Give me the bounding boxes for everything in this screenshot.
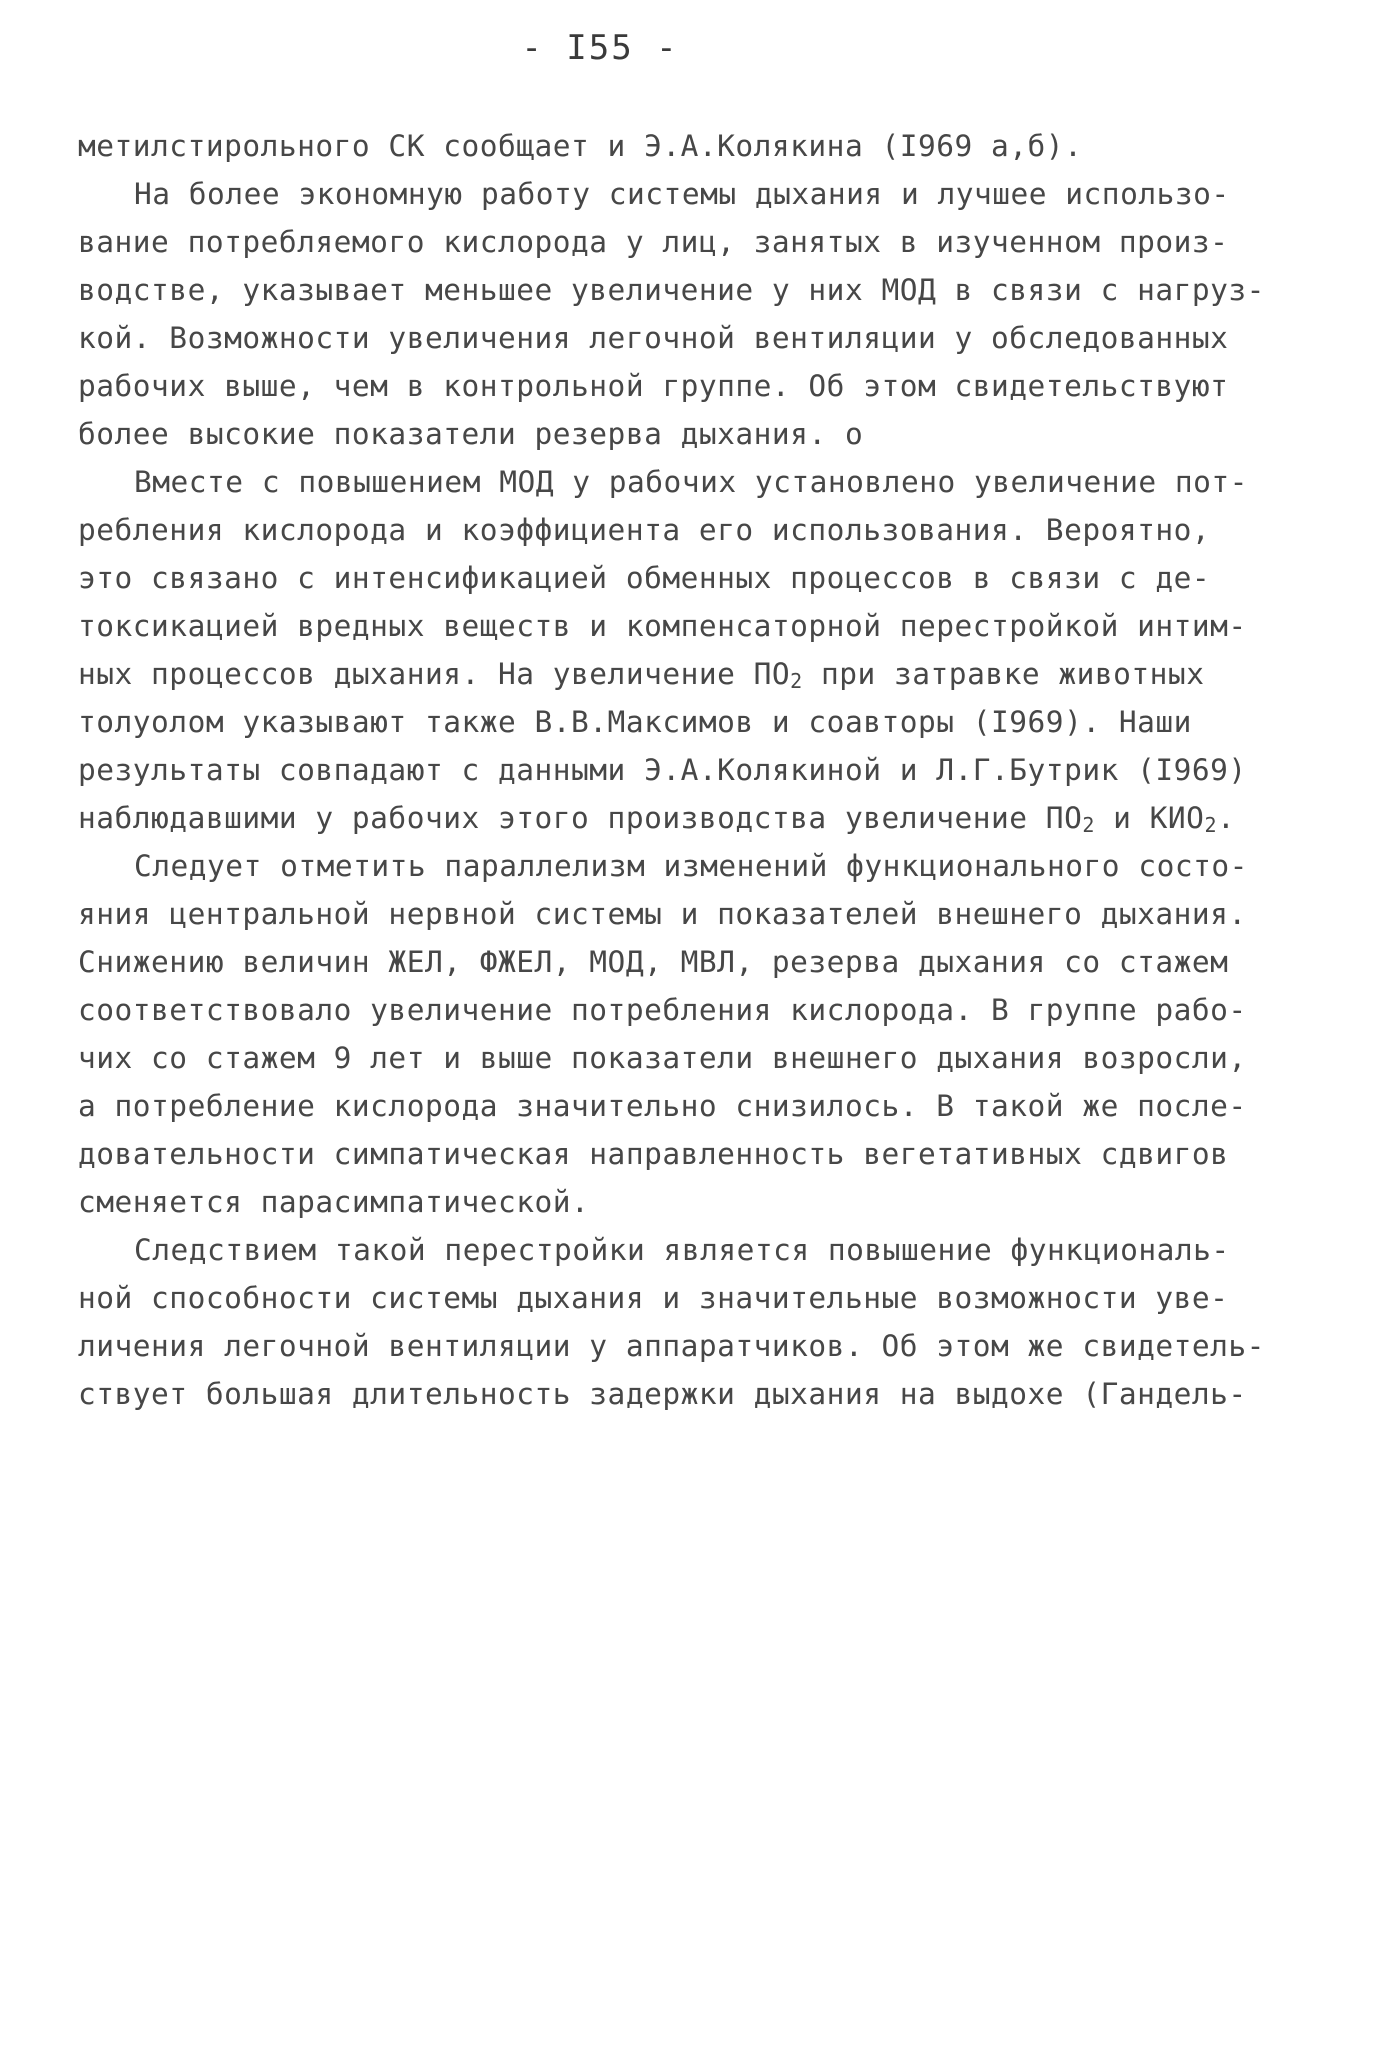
text-line: Следствием такой перестройки является повышение функциональ- <box>134 1233 1230 1267</box>
text-line: метилстирольного СК сообщает и Э.А.Колякина (I969 а,б). <box>78 129 1083 163</box>
text-line: личения легочной вентиляции у аппаратчиков. Об этом же свидетель- <box>78 1329 1265 1363</box>
text-segment: наблюдавшими у рабочих этого производства увеличение ПО <box>78 801 1083 835</box>
text-line: Вместе с повышением МОД у рабочих установлено увеличение пот- <box>134 465 1248 499</box>
text-line: ребления кислорода и коэффициента его использования. Вероятно, <box>78 513 1211 547</box>
subscript: 2 <box>1082 813 1095 837</box>
text-line: токсикацией вредных веществ и компенсаторной перестройкой интим- <box>78 609 1247 643</box>
text-line: более высокие показатели резерва дыхания. о <box>78 417 864 451</box>
text-line: рабочих выше, чем в контрольной группе. Об этом свидетельствуют <box>78 369 1229 403</box>
text-line: кой. Возможности увеличения легочной вентиляции у обследованных <box>78 321 1229 355</box>
text-line: Следует отметить параллелизм изменений функционального состо- <box>134 849 1248 883</box>
text-line: Снижению величин ЖЕЛ, ФЖЕЛ, МОД, МВЛ, резерва дыхания со стажем <box>78 945 1229 979</box>
text-line: довательности симпатическая направленность вегетативных сдвигов <box>78 1137 1229 1171</box>
text-line: ствует большая длительность задержки дыхания на выдохе (Гандель- <box>78 1377 1247 1411</box>
text-segment: и КИО <box>1094 801 1205 835</box>
text-segment: при затравке животных <box>802 657 1205 691</box>
text-line: сменяется парасимпатической. <box>78 1185 590 1219</box>
text-line: чих со стажем 9 лет и выше показатели внешнего дыхания возросли, <box>78 1041 1247 1075</box>
text-line: вание потребляемого кислорода у лиц, занятых в изученном произ- <box>78 225 1229 259</box>
text-line <box>78 800 1308 836</box>
text-line: На более экономную работу системы дыхания и лучшее использо- <box>134 177 1230 211</box>
subscript: 2 <box>790 669 803 693</box>
text-line: толуолом указывают также В.В.Максимов и соавторы (I969). Наши <box>78 705 1192 739</box>
page-number: - I55 - <box>521 28 679 68</box>
text-line: соответствовало увеличение потребления кислорода. В группе рабо- <box>78 993 1247 1027</box>
text-line: яния центральной нервной системы и показателей внешнего дыхания. <box>78 897 1247 931</box>
text-line: ной способности системы дыхания и значительные возможности уве- <box>78 1281 1229 1315</box>
text-line: а потребление кислорода значительно снизилось. В такой же после- <box>78 1089 1247 1123</box>
text-segment: ных процессов дыхания. На увеличение ПО <box>78 657 791 691</box>
text-segment: . <box>1217 801 1236 835</box>
subscript: 2 <box>1204 813 1217 837</box>
text-line: результаты совпадают с данными Э.А.Колякиной и Л.Г.Бутрик (I969) <box>78 753 1247 787</box>
text-line <box>78 656 1308 692</box>
text-line: это связано с интенсификацией обменных процессов в связи с де- <box>78 561 1211 595</box>
text-line: водстве, указывает меньшее увеличение у них МОД в связи с нагруз- <box>78 273 1265 307</box>
